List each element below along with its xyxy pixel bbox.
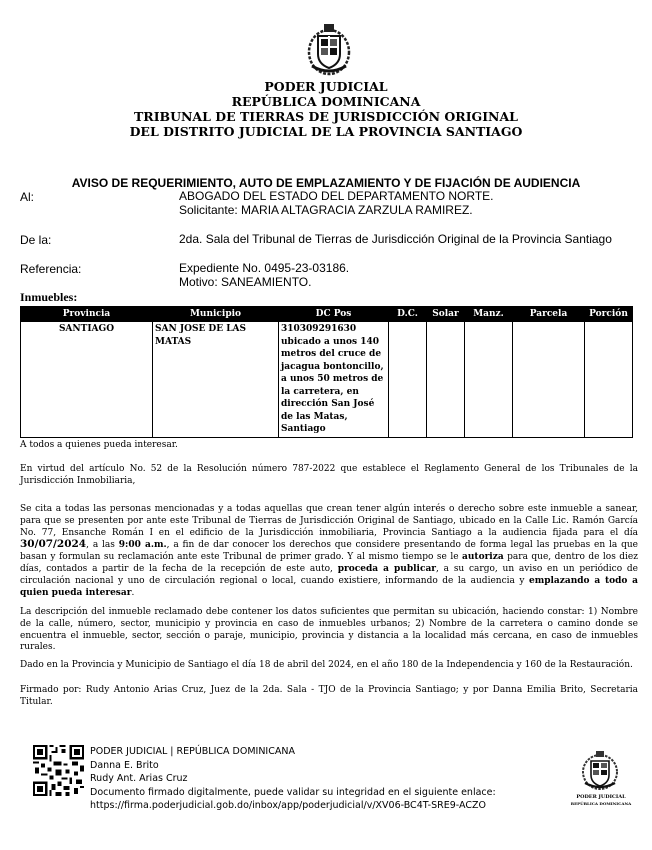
column-header: Porción (585, 307, 633, 322)
dela-label: De la: (20, 233, 52, 247)
paragraph-citation (20, 504, 638, 599)
al-recipient: ABOGADO DEL ESTADO DEL DEPARTAMENTO NORTE. (179, 189, 494, 203)
qr-code-icon (33, 745, 84, 796)
column-header: Municipio (153, 307, 279, 322)
seal-caption-1: PODER JUDICIAL (576, 794, 626, 800)
cell-dcpos: 310309291630 ubicado a unos 140 metros del cruce de jacagua bontoncillo, a unos 50 metros de la carretera, en dirección San José de las Matas, Santiago (279, 322, 389, 438)
citation-text: para que, dentro de los diez días, contados a partir de la fecha de la recepción de este auto, (20, 552, 639, 574)
document-subject: AVISO DE REQUERIMIENTO, AUTO DE EMPLAZAMIENTO Y DE FIJACIÓN DE AUDIENCIA (71, 176, 581, 190)
motivo: Motivo: SANEAMIENTO. (179, 275, 312, 289)
cell-solar (427, 322, 465, 438)
emplazando-text: emplazando a todo a quien pueda interesar (20, 575, 639, 598)
citation-text: . (131, 587, 135, 598)
inmuebles-label: Inmuebles: (20, 290, 78, 304)
cell-manzana (465, 322, 513, 438)
cell-provincia: SANTIAGO (21, 322, 153, 438)
coat-of-arms-icon (306, 22, 352, 76)
table-header-row (21, 307, 633, 322)
signature-institution: PODER JUDICIAL | REPÚBLICA DOMINICANA (90, 746, 295, 757)
citation-text: Se cita a todas las personas mencionadas y a todas aquellas que crean tener algún interés o derecho sobre este inmueble a sanear, para que se presenten por ante este Tribunal de Tierras de Jurisdicción Original de Santiago, ubicado en la Calle Lic. Ramón García No. 77, Ensanche Román I en el edificio de la Jurisdicción inmobiliaria, Provincia Santiago a la audiencia fijada para el día (20, 504, 638, 538)
cell-porcion (585, 322, 633, 438)
header-line-2: REPÚBLICA DOMINICANA (231, 94, 421, 109)
header-line-1: PODER JUDICIAL (264, 79, 388, 94)
paragraph-signatories: Firmado por: Rudy Antonio Arias Cruz, Juez de la 2da. Sala - TJO de la Provincia Santiago; y por Danna Emilia Brito, Secretaria Titular. (20, 685, 638, 707)
signature-block (90, 745, 496, 813)
paragraph-legal-basis: En virtud del artículo No. 52 de la Resolución número 787-2022 que establece el Reglamento General de los Tribunales de la Jurisdicción Inmobiliaria, (20, 464, 638, 486)
cell-parcela (513, 322, 585, 438)
al-solicitante: Solicitante: MARIA ALTAGRACIA ZARZULA RAMIREZ. (179, 203, 473, 217)
citation-text: , a su cargo, un aviso en un periódico de circulación nacional y uno de circulación regional o local, cuando existiere, informando de la audiencia y (20, 563, 638, 586)
column-header: Parcela (513, 307, 585, 322)
al-label: Al: (20, 190, 35, 204)
column-header: Provincia (21, 307, 153, 322)
citation-text: , a las (86, 540, 119, 551)
citation-text: , a fin de dar conocer los derechos que considere presentando de forma legal las pruebas en la que basan y formulan su reclamación ante este Tribunal de primer grado. Y al mismo tiempo se le (20, 540, 639, 563)
expediente-number: Expediente No. 0495-23-03186. (179, 261, 350, 275)
cell-dc (389, 322, 427, 438)
header-line-3: TRIBUNAL DE TIERRAS DE JURISDICCIÓN ORIGINAL (134, 109, 518, 124)
paragraph-description: La descripción del inmueble reclamado debe contener los datos suficientes que permitan su ubicación, haciendo constar: 1) Nombre de la calle, número, sector, municipio y provincia en caso de inmuebles urbanos; 2) Nombre de la carretera o camino donde se encuentra el inmueble, sector, sección o paraje, municipio, provincia y distancia a la localidad más cercana, en caso de inmuebles rurales. (20, 607, 638, 653)
column-header: Manz. (465, 307, 513, 322)
validation-note: Documento firmado digitalmente, puede validar su integridad en el siguiente enlace: (90, 786, 496, 798)
seal-caption-2: REPÚBLICA DOMINICANA (570, 801, 632, 806)
judicial-seal-icon (580, 750, 620, 792)
table-row (21, 322, 633, 438)
cell-municipio: SAN JOSE DE LAS MATAS (153, 322, 279, 438)
publicar-text: proceda a publicar (337, 563, 437, 574)
signer-secretary: Danna E. Brito (90, 759, 159, 771)
paragraph-date-given: Dado en la Provincia y Municipio de Santiago el día 18 de abril del 2024, en el año 180 de la Independencia y 160 de la Restauración. (20, 660, 633, 670)
signer-judge: Rudy Ant. Arias Cruz (90, 773, 188, 785)
column-header: Solar (427, 307, 465, 322)
column-header: D.C. (389, 307, 427, 322)
hearing-time: 9:00 a.m. (118, 540, 167, 551)
validation-link[interactable]: https://firma.poderjudicial.gob.do/inbox/app/poderjudicial/v/XV06-BC4T-SRE9-ACZO (90, 800, 486, 812)
property-table (20, 306, 633, 438)
column-header: DC Pos (279, 307, 389, 322)
paragraph-greeting: A todos a quienes pueda interesar. (20, 440, 178, 450)
dela-value: 2da. Sala del Tribunal de Tierras de Jurisdicción Original de la Provincia Santiago (179, 232, 612, 246)
header-line-4: DEL DISTRITO JUDICIAL DE LA PROVINCIA SANTIAGO (129, 124, 523, 139)
referencia-label: Referencia: (20, 262, 82, 276)
hearing-date: 30/07/2024 (20, 538, 87, 551)
autoriza-text: autoriza (462, 552, 504, 563)
